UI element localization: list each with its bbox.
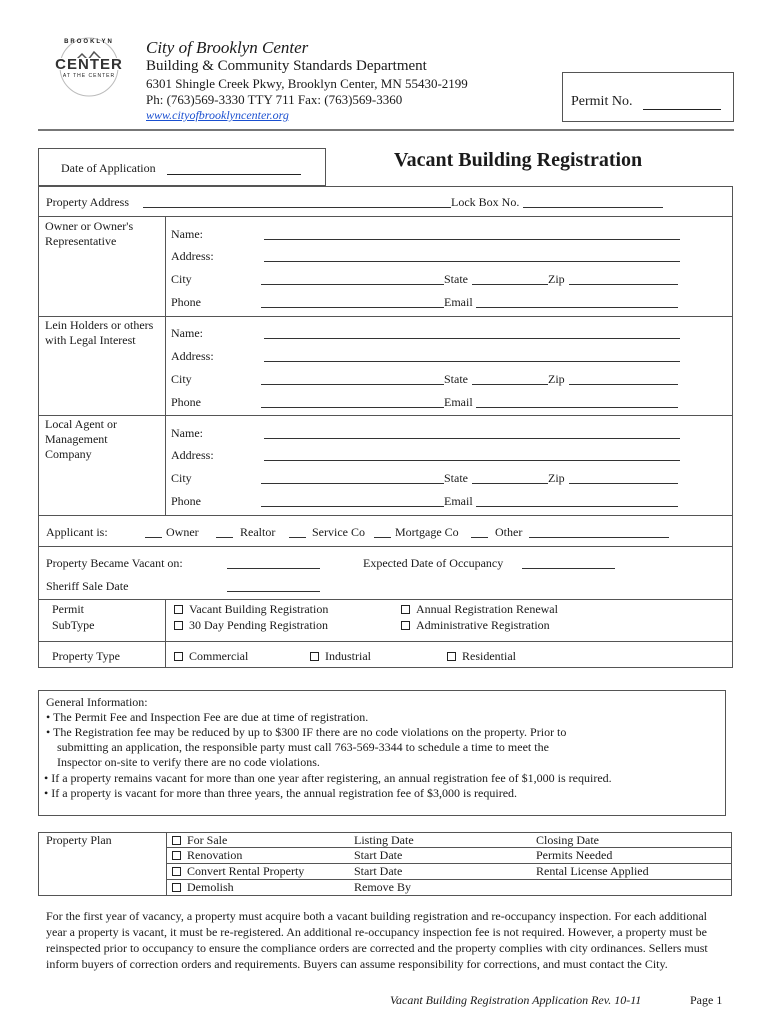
owner-name-label: Name:: [171, 227, 203, 241]
owner-zip-field[interactable]: [569, 284, 678, 285]
applicant-other-blank[interactable]: [471, 537, 488, 538]
lein-zip-label: Zip: [548, 372, 565, 386]
plan-renovation-field1: Start Date: [354, 848, 403, 862]
divider: [166, 832, 167, 896]
divider: [165, 216, 166, 515]
permit-subtype-label-2: SubType: [52, 618, 95, 632]
owner-email-label: Email: [444, 295, 473, 309]
sheriff-sale-field[interactable]: [227, 591, 320, 592]
divider: [38, 216, 733, 217]
general-info-bullet-3: • If a property remains vacant for more than one year after registering, an annual registration fee of $1,000 is required.: [44, 771, 612, 785]
plan-forsale-label: For Sale: [187, 833, 228, 847]
agent-state-field[interactable]: [472, 483, 548, 484]
agent-address-label: Address:: [171, 448, 214, 462]
sheriff-sale-label: Sheriff Sale Date: [46, 579, 129, 593]
general-info-bullet-1: • The Permit Fee and Inspection Fee are due at time of registration.: [46, 710, 369, 724]
lein-email-label: Email: [444, 395, 473, 409]
logo-bottom-text: AT THE CENTER: [62, 73, 116, 79]
agent-name-label: Name:: [171, 426, 203, 440]
applicant-other-field[interactable]: [529, 537, 669, 538]
lein-name-field[interactable]: [264, 338, 680, 339]
owner-address-label: Address:: [171, 249, 214, 263]
lein-address-field[interactable]: [264, 361, 680, 362]
owner-phone-label: Phone: [171, 295, 201, 309]
permit-number-field[interactable]: [643, 95, 721, 110]
type-residential-checkbox[interactable]: [447, 649, 516, 664]
lein-state-label: State: [444, 372, 468, 386]
applicant-other-option: Other: [495, 525, 523, 539]
department-address: 6301 Shingle Creek Pkwy, Brooklyn Center, MN 55430-2199: [146, 76, 468, 91]
applicant-owner-option: Owner: [166, 525, 199, 539]
bullet-text: If a property is vacant for more than three years, the annual registration fee of $3,000 is required.: [51, 786, 518, 800]
general-info-bullet-2: • The Registration fee may be reduced by up to $300 IF there are no code violations on the property. Prior to: [46, 725, 567, 739]
type-industrial-checkbox[interactable]: [310, 649, 371, 664]
lein-phone-field[interactable]: [261, 407, 444, 408]
subtype-annual-renewal-checkbox[interactable]: [401, 602, 558, 617]
subtype-administrative-checkbox[interactable]: [401, 618, 550, 633]
owner-phone-field[interactable]: [261, 307, 444, 308]
vacant-on-field[interactable]: [227, 568, 320, 569]
vacant-on-label: Property Became Vacant on:: [46, 556, 183, 570]
bullet-text: The Registration fee may be reduced by up to $300 IF there are no code violations on the property. Prior to: [52, 725, 567, 739]
lein-email-field[interactable]: [476, 407, 678, 408]
agent-state-label: State: [444, 471, 468, 485]
plan-demolish-field1: Remove By: [354, 880, 411, 894]
lein-zip-field[interactable]: [569, 384, 678, 385]
permit-number-label: Permit No.: [571, 94, 633, 109]
applicant-mortgageco-option: Mortgage Co: [395, 525, 459, 539]
date-of-application-box: [38, 148, 326, 186]
owner-email-field[interactable]: [476, 307, 678, 308]
city-name: City of Brooklyn Center: [146, 38, 309, 57]
general-info-bullet-2-cont: submitting an application, the responsible party must call 763-569-3344 to schedule a time to meet the: [57, 740, 549, 754]
agent-city-label: City: [171, 471, 192, 485]
divider: [38, 415, 733, 416]
agent-email-field[interactable]: [476, 506, 678, 507]
plan-forsale-field1: Listing Date: [354, 833, 414, 847]
subtype-30day-checkbox[interactable]: [174, 618, 328, 633]
plan-forsale-checkbox[interactable]: [172, 833, 227, 848]
divider: [38, 599, 733, 600]
lock-box-field[interactable]: [523, 207, 663, 208]
logo-top-text: BROOKLYN: [64, 39, 114, 45]
owner-city-field[interactable]: [261, 284, 444, 285]
applicant-mortgageco-blank[interactable]: [374, 537, 391, 538]
date-of-application-field[interactable]: [167, 162, 301, 175]
subtype-administrative-label: Administrative Registration: [416, 618, 550, 632]
general-info-heading: General Information:: [46, 695, 148, 709]
agent-address-field[interactable]: [264, 460, 680, 461]
applicant-serviceco-option: Service Co: [312, 525, 365, 539]
plan-demolish-label: Demolish: [187, 880, 234, 894]
lein-state-field[interactable]: [472, 384, 548, 385]
agent-email-label: Email: [444, 494, 473, 508]
agent-phone-label: Phone: [171, 494, 201, 508]
form-title: Vacant Building Registration: [394, 149, 643, 171]
lein-address-label: Address:: [171, 349, 214, 363]
plan-demolish-checkbox[interactable]: [172, 880, 234, 895]
revision-label: Vacant Building Registration Application Rev. 10-11: [390, 993, 642, 1007]
bullet-text: The Permit Fee and Inspection Fee are due at time of registration.: [52, 710, 369, 724]
property-plan-label: Property Plan: [46, 833, 112, 847]
date-of-application-label: Date of Application: [61, 161, 156, 175]
property-address-field[interactable]: [143, 207, 451, 208]
lein-name-label: Name:: [171, 326, 203, 340]
plan-convert-rental-label: Convert Rental Property: [187, 864, 305, 878]
owner-state-field[interactable]: [472, 284, 548, 285]
property-type-label: Property Type: [52, 649, 120, 663]
header-divider: [38, 129, 734, 131]
agent-phone-field[interactable]: [261, 506, 444, 507]
bullet-text: If a property remains vacant for more than one year after registering, an annual registration fee of $1,000 is required.: [51, 771, 612, 785]
type-industrial-label: Industrial: [325, 649, 371, 663]
department-phone: Ph: (763)569-3330 TTY 711 Fax: (763)569-3360: [146, 92, 403, 107]
subtype-annual-renewal-label: Annual Registration Renewal: [416, 602, 558, 616]
subtype-vacant-building-label: Vacant Building Registration: [189, 602, 329, 616]
permit-number-box: [562, 72, 734, 122]
plan-forsale-field2: Closing Date: [536, 833, 599, 847]
owner-name-field[interactable]: [264, 239, 680, 240]
plan-convert-rental-checkbox[interactable]: [172, 864, 304, 879]
plan-renovation-checkbox[interactable]: [172, 848, 242, 863]
plan-renovation-label: Renovation: [187, 848, 243, 862]
permit-subtype-label-1: Permit: [52, 602, 84, 616]
property-address-label: Property Address: [46, 195, 129, 209]
applicant-serviceco-blank[interactable]: [289, 537, 306, 538]
applicant-owner-blank[interactable]: [145, 537, 162, 538]
general-info-bullet-2-cont2: Inspector on-site to verify there are no code violations.: [57, 755, 320, 769]
divider: [38, 515, 733, 516]
expected-occupancy-label: Expected Date of Occupancy: [363, 556, 504, 570]
applicant-realtor-option: Realtor: [240, 525, 276, 539]
subtype-30day-label: 30 Day Pending Registration: [189, 618, 328, 632]
logo-main-text: CENTER: [55, 56, 123, 73]
department-name: Building & Community Standards Department: [146, 58, 427, 74]
type-commercial-label: Commercial: [189, 649, 249, 663]
owner-section-label: Owner or Owner's Representative: [45, 219, 134, 248]
lock-box-label: Lock Box No.: [451, 195, 520, 209]
local-agent-section-label: Local Agent or Management Company: [45, 417, 117, 461]
owner-state-label: State: [444, 272, 468, 286]
divider: [38, 641, 733, 642]
owner-city-label: City: [171, 272, 192, 286]
applicant-realtor-blank[interactable]: [216, 537, 233, 538]
general-info-bullet-4: • If a property is vacant for more than three years, the annual registration fee of $3,000 is required.: [44, 786, 518, 800]
lein-city-field[interactable]: [261, 384, 444, 385]
applicant-label: Applicant is:: [46, 525, 108, 539]
plan-convert-rental-field1: Start Date: [354, 864, 403, 878]
divider: [38, 316, 733, 317]
divider: [165, 599, 166, 668]
divider: [38, 546, 733, 547]
agent-zip-field[interactable]: [569, 483, 678, 484]
lein-phone-label: Phone: [171, 395, 201, 409]
subtype-vacant-building-checkbox[interactable]: [174, 602, 328, 617]
owner-zip-label: Zip: [548, 272, 565, 286]
agent-zip-label: Zip: [548, 471, 565, 485]
type-commercial-checkbox[interactable]: [174, 649, 248, 664]
page-number: Page 1: [690, 993, 723, 1007]
city-logo: [46, 36, 132, 98]
agent-city-field[interactable]: [261, 483, 444, 484]
lein-city-label: City: [171, 372, 192, 386]
divider: [166, 847, 732, 848]
expected-occupancy-field[interactable]: [522, 568, 615, 569]
plan-convert-rental-field2: Rental License Applied: [536, 864, 649, 878]
agent-name-field[interactable]: [264, 438, 680, 439]
lein-holders-section-label: Lein Holders or others with Legal Interest: [45, 318, 154, 347]
plan-renovation-field2: Permits Needed: [536, 848, 613, 862]
divider: [166, 879, 732, 880]
type-residential-label: Residential: [462, 649, 516, 663]
owner-address-field[interactable]: [264, 261, 680, 262]
footer-paragraph: For the first year of vacancy, a property must acquire both a vacant building registration and re-occupancy inspection. For each additional year a property is vacant, it must be re-registered. An additional re-occupancy inspection fee is not required. However, a property must be reinspected prior to occupancy to ensure the compliance orders are corrected and the property complies with city ordinances. Sellers must inform buyers of correction orders and requirements. Buyers can assume responsibility for corrections, and must contact the City.: [46, 909, 708, 971]
department-website[interactable]: www.cityofbrooklyncenter.org: [146, 108, 289, 122]
